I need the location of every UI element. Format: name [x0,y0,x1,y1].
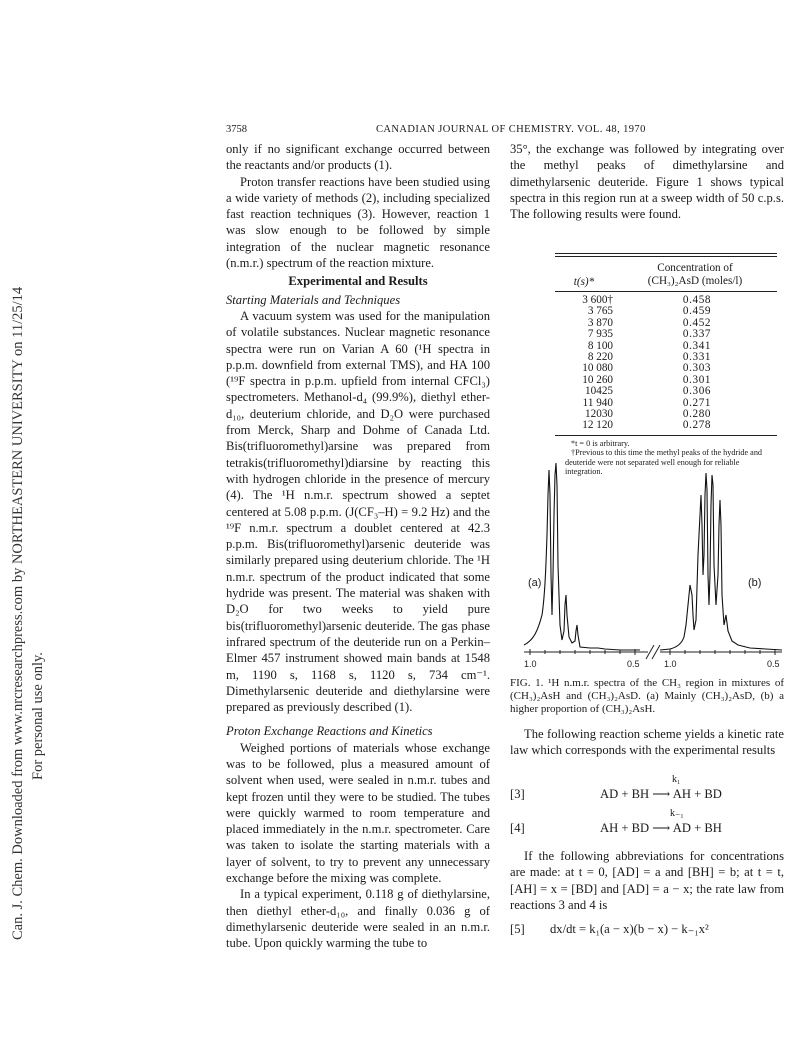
time-cell: 7 935 [587,328,613,341]
footnote: *t = 0 is arbitrary. [571,438,630,448]
equation-5 [510,912,784,940]
right-column-intro [510,141,784,222]
concentration-cell: 0.280 [682,408,712,421]
concentration-cell: 0.337 [682,328,712,341]
paragraph: Weighed portions of materials whose exchange was to be followed, plus a measured amount of solvent when used, were sealed in n.m.r. tubes and kept frozen until they were to be studied. The tubes were quickly warmed to room temperature and placed immediately in the n.m.r. spectrometer. Care was taken to isolate the starting materials with a layer of solvent, to try to prevent any unnecessary exchange before the mixing was complete. [226,740,490,886]
section-title: Experimental and Results [288,274,428,289]
subsection-title: Starting Materials and Techniques [226,292,401,307]
figure-caption: FIG. 1. ¹H n.m.r. spectra of the CH₃ region in mixtures of (CH₃)₂AsH and (CH₃)₂AsD. (a) Mainly (CH₃)₂AsD, (b) a higher proportion of (CH₃)₂AsH. [510,677,784,715]
table-rule [555,253,777,254]
concentration-cell: 0.458 [682,294,712,306]
concentration-cell: 0.331 [682,351,712,364]
time-cell: 3 765 [587,305,613,318]
column-header-concentration [613,262,777,288]
concentration-cell: 0.271 [682,396,712,409]
header-line: Concentration of [657,262,733,274]
table-row [555,386,777,397]
equation-number: [3] [510,787,525,801]
left-column [226,141,490,952]
equation-3 [510,774,784,805]
nmr-spectra-figure [520,455,784,675]
personal-use-notice: For personal use only. [30,652,46,780]
subsection-title: Proton Exchange Reactions and Kinetics [226,724,433,739]
reaction: AH + BD ⟶ AD + BH [600,821,722,835]
table-body [555,292,777,435]
equation-4 [510,808,784,839]
footnote: †Previous to this time the methyl peaks of the hydride and deuteride were not separated well enough for reliable integration. [565,448,763,477]
concentration-cell: 0.306 [682,385,712,398]
header-line: (CH₃)₂AsD (moles/l) [647,275,743,287]
download-notice: Can. J. Chem. Downloaded from www.nrcresearchpress.com by NORTHEASTERN UNIVERSITY on 11/25/14 [10,286,26,940]
table-header [555,257,777,291]
time-cell: 8 220 [587,351,613,364]
time-cell: 11 940 [582,396,613,409]
tick-label: 1.0 [524,659,537,669]
time-cell: 10 080 [582,362,613,375]
table-row [555,420,777,431]
time-cell: 12 120 [582,419,613,432]
label-b: (b) [748,577,762,589]
tick-label: 0.5 [627,659,640,669]
table-row [555,329,777,340]
concentration-cell: 0.301 [682,373,712,386]
results-table [555,253,777,477]
reaction: AD + BH ⟶ AH + BD [600,787,722,801]
download-watermark [4,180,74,940]
concentration-cell: 0.341 [682,339,712,352]
equation-number: [5] [510,922,525,936]
paragraph: Proton transfer reactions have been studied using a wide variety of methods (2), including specialized fast reaction techniques (3). However, reaction 1 was slow enough to be followed by simple integration of the nuclear magnetic resonance (n.m.r.) spectrum of the reaction mixture. [226,174,490,271]
journal-title: CANADIAN JOURNAL OF CHEMISTRY. VOL. 48, 1970 [376,124,646,135]
rate-constant: k₁ [672,774,681,785]
concentration-cell: 0.303 [682,362,712,375]
concentration-cell: 0.459 [682,305,712,318]
page-number: 3758 [226,124,247,135]
spectra-plot [520,455,784,675]
table-rule [555,435,777,436]
paragraph: If the following abbreviations for concentrations are made: at t = 0, [AD] = a and [BH] = b; at t = t, [AH] = x = [BD] and [AD] = a − x; the rate law from reactions 3 and 4 is [510,849,784,912]
time-cell: 10 260 [582,373,613,386]
spectrum-a-trace [524,463,640,650]
rate-constant: k₋₁ [670,808,684,819]
time-cell: 3 600† [582,294,613,306]
spectrum-b-trace [660,473,782,650]
concentration-cell: 0.278 [682,419,712,432]
column-header-time: t(s)* [573,276,595,288]
label-a: (a) [528,577,542,589]
concentration-cell: 0.452 [682,316,712,329]
time-cell: 3 870 [587,316,613,329]
time-cell: 12030 [585,408,613,421]
paragraph: A vacuum system was used for the manipulation of volatile substances. Nuclear magnetic resonance spectra were run on Varian A 60 (¹H spectra in p.p.m. downfield from external TMS), and HA 100 (¹⁹F spectra in p.p.m. upfield from internal CFCl₃) spectrometers. Methanol-d₄ (99.9%), diethyl ether-d₁₀, deuterium chloride, and D₂O were purchased from Merck, Sharp and Dohme of Canada Ltd. Bis(trifluoromethyl)arsine was prepared from tetrakis(trifluoromethyl)diarsine by reacting this with hydrogen chloride in the presence of mercury (4). The ¹H n.m.r. spectrum showed a septet centered at 5.08 p.p.m. (J(CF₃–H) = 9.2 Hz) and the ¹⁹F n.m.r. spectrum a doublet centered at 42.3 p.p.m. Bis(trifluoromethyl)arsenic deuteride was similarly prepared using deuterium chloride. The ¹H n.m.r. spectrum of the product indicated that some hydride was present. The material was shaken with D₂O for two weeks to yield pure bis(trifluoromethyl)arsenic deuteride. The gas phase infrared spectrum of the deuteride run on a Perkin–Elmer 457 instrument showed main bands at 1548 m, 1190 s, 1168 s, 1120 s, 734 cm⁻¹. Dimethylarsenic deuteride and diethylarsine were prepared as previously described (1). [226,308,490,715]
time-cell: 10425 [585,385,613,398]
paragraph: In a typical experiment, 0.118 g of diethylarsine, then diethyl ether-d₁₀, and finally 0.036 g of dimethylarsenic deuteride were sealed in an n.m.r. tube. Upon quickly warming the tube to [226,887,490,951]
paragraph: The following reaction scheme yields a kinetic rate law which corresponds with the experimental results [510,727,784,758]
tick-label: 0.5 [767,659,780,669]
paragraph-block [510,848,784,913]
paragraph: 35°, the exchange was followed by integrating over the methyl peaks of dimethylarsine and dimethylarsenic deuteride. Figure 1 shows typical spectra in this region run at a sweep width of 50 c.p.s. The following results were found. [510,142,784,222]
time-cell: 8 100 [587,339,613,352]
equation-number: [4] [510,821,525,835]
paragraph-block [510,726,784,759]
paragraph: only if no significant exchange occurred between the reactants and/or products (1). [226,142,490,173]
rate-law: dx/dt = k₁(a − x)(b − x) − k₋₁x² [550,922,709,936]
tick-label: 1.0 [664,659,677,669]
